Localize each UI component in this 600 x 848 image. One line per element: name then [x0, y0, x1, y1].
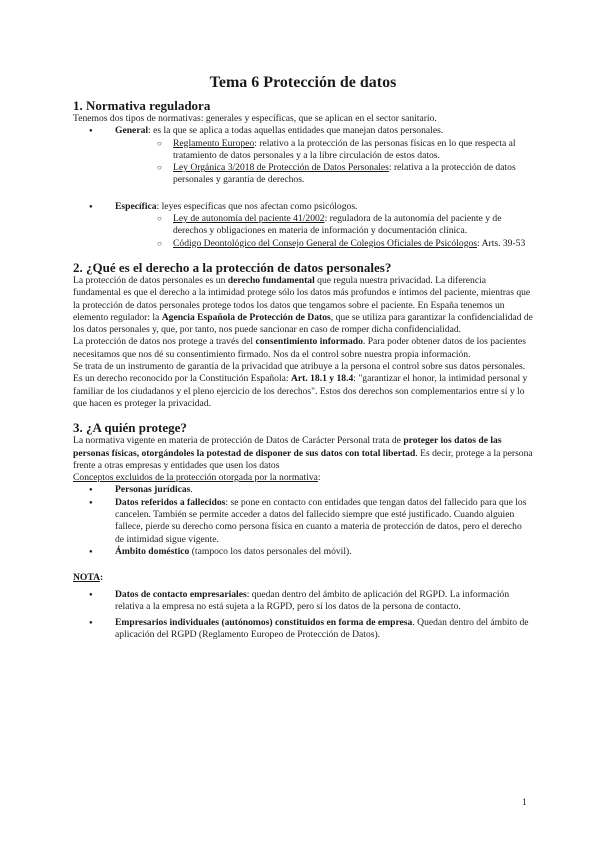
section-3-para-1: La normativa vigente en materia de protección de Datos de Carácter Personal trata de proteger los datos de las personas físicas, otorgándoles la potestad de disponer de sus datos con total libertad. Es decir, protege a la persona frente a otras empresas y entidades que usen los datos [73, 435, 533, 471]
list-item-personas-juridicas: ● Personas jurídicas. [73, 484, 533, 496]
section-1-list [73, 125, 533, 186]
list-item-ley-autonomia: ○ Ley de autonomía del paciente 41/2002: reguladora de la autonomía del paciente y de derechos y obligaciones en materia de información y documentación clínica. [173, 213, 533, 238]
ley-autonomia-link[interactable]: Ley de autonomía del paciente 41/2002 [173, 213, 325, 225]
nota-list [73, 589, 533, 642]
section-1-list-2 [73, 201, 533, 250]
list-item-ley-organica: ○ Ley Orgánica 3/2018 de Protección de Datos Personales: relativa a la protección de datos personales y garantía de derechos. [173, 162, 533, 187]
list-item-especifica: ● Específica: leyes específicas que nos afectan como psicólogos. ○ Ley de autonomía del paciente 41/2002: reguladora de la autonomía del paciente y de derechos y obligaciones en materia de información y documentación clínica. ○ Código Deontológico del Consejo General de Colegios Oficiales de Psicólogos: Arts. 39-53 [73, 201, 533, 250]
excluded-concepts-label: Conceptos excluidos de la protección otorgada por la normativa: [73, 472, 321, 484]
list-item-codigo: ○ Código Deontológico del Consejo General de Colegios Oficiales de Psicólogos: Arts. 39-53 [173, 238, 533, 250]
list-item-fallecidos: ● Datos referidos a fallecidos: se pone en contacto con entidades que tengan datos del fallecido para que los cancelen. También se permite acceder a datos del fallecido siempre que esté justificado. Cuando alguien fallece, pierde su derecho como persona física en cuanto a materia de protección de datos, pero el derecho de intimidad sigue vigente. [73, 497, 533, 546]
excluded-list [73, 484, 533, 558]
list-item-empresarios-individuales: ● Empresarios individuales (autónomos) constituidos en forma de empresa. Quedan dentro del ámbito de aplicación del RGPD (Reglamento Europeo de Protección de Datos). [73, 617, 533, 642]
ley-organica-link[interactable]: Ley Orgánica 3/2018 de Protección de Datos Personales [173, 162, 389, 174]
section-2-para-3: Se trata de un instrumento de garantía de la privacidad que atribuye a la persona el control sobre sus datos personales. Es un derecho reconocido por la Constitución Española: Art. 18.1 y 18.4: "garantizar el honor, la intimidad personal y familiar de los ciudadanos y el pleno ejercicio de los derechos". Estos dos derechos son complementarios entre sí y lo que hacen es proteger la privacidad. [73, 361, 528, 409]
page-title: Tema 6 Protección de datos [209, 74, 397, 91]
section-1-heading: 1. Normativa reguladora [73, 98, 211, 113]
section-1-intro: Tenemos dos tipos de normativas: generales y específicas, que se aplican en el sector sanitario. [73, 113, 437, 124]
nota-label: NOTA: [73, 572, 104, 584]
list-item-reglamento: ○ Reglamento Europeo: relativo a la protección de las personas físicas en lo que respecta al tratamiento de datos personales y a la libre circulación de estos datos. [173, 138, 533, 163]
section-3-heading: 3. ¿A quién protege? [73, 420, 187, 436]
codigo-link[interactable]: Código Deontológico del Consejo General de Colegios Oficiales de Psicólogos [173, 237, 478, 249]
reglamento-link[interactable]: Reglamento Europeo [173, 137, 255, 149]
list-item-contacto-empresariales: ● Datos de contacto empresariales: quedan dentro del ámbito de aplicación del RGPD. La información relativa a la empresa no está sujeta a la RGPD, pero sí los datos de la persona de contacto. [73, 589, 533, 614]
list-item-general: ● General: es la que se aplica a todas aquellas entidades que manejan datos personales. ○ Reglamento Europeo: relativo a la protección de las personas físicas en lo que respecta al tratamiento de datos personales y a la libre circulación de estos datos. ○ Ley Orgánica 3/2018 de Protección de Datos Personales: relativa a la protección de datos personales y garantía de derechos. [73, 125, 533, 186]
section-2-para-1: La protección de datos personales es un derecho fundamental que regula nuestra privacidad. La diferencia fundamental es que el derecho a la intimidad protege sólo los datos más profundos e íntimos del paciente, mientras que la protección de datos personales protege todos los datos que tengamos sobre el paciente. En España tenemos un elemento regulador: la Agencia Española de Protección de Datos, que se utiliza para garantizar la confidencialidad de los datos personales y, que, por tanto, nos puede sancionar en caso de romper dicha confidencialidad. [73, 274, 533, 336]
document-page [73, 74, 533, 642]
page-number: 1 [522, 797, 527, 808]
list-item-ambito-domestico: ● Ámbito doméstico (tampoco los datos personales del móvil). [73, 546, 533, 558]
section-2-para-2: La protección de datos nos protege a través del consentimiento informado. Para poder obtener datos de los pacientes necesitamos que nos dé su consentimiento firmado. Nos da el control sobre nuestra propia información. [73, 336, 526, 360]
section-2-heading: 2. ¿Qué es el derecho a la protección de datos personales? [73, 259, 392, 275]
